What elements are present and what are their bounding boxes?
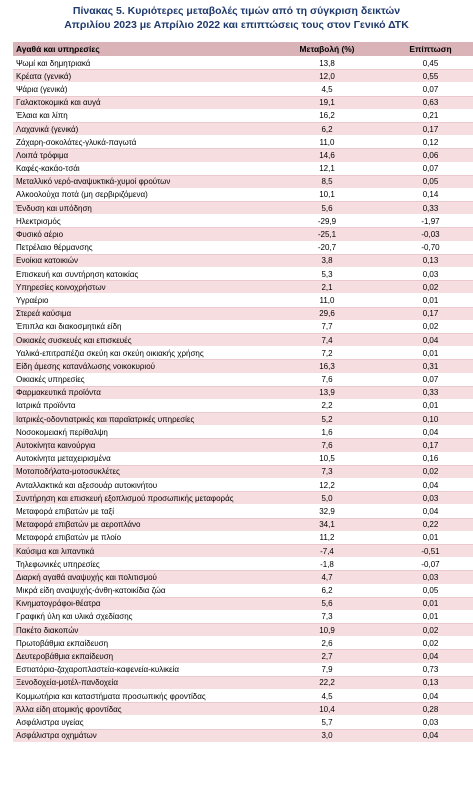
cell-item: Ξενοδοχεία-μοτέλ-πανδοχεία (13, 676, 274, 689)
cell-change: 11,0 (274, 136, 380, 149)
cell-change: 12,1 (274, 162, 380, 175)
table-row (13, 492, 473, 505)
cell-change: 7,6 (274, 373, 380, 386)
cell-impact: 0,01 (380, 597, 473, 610)
cell-change: 2,7 (274, 650, 380, 663)
cell-item: Κινηματογράφοι-θέατρα (13, 597, 274, 610)
table-row (13, 70, 473, 83)
table-row (13, 188, 473, 201)
table-row (13, 479, 473, 492)
cell-impact: 0,03 (380, 716, 473, 729)
cell-change: -29,9 (274, 215, 380, 228)
cell-impact: 0,04 (380, 690, 473, 703)
cell-impact: 0,14 (380, 188, 473, 201)
cell-change: 7,4 (274, 333, 380, 346)
cell-item: Διαρκή αγαθά αναψυχής και πολιτισμού (13, 571, 274, 584)
cell-change: 10,9 (274, 624, 380, 637)
cell-item: Ιατρικά προϊόντα (13, 399, 274, 412)
cell-item: Δευτεροβάθμια εκπαίδευση (13, 650, 274, 663)
cell-item: Φυσικό αέριο (13, 228, 274, 241)
title-line-2: Απριλίου 2023 με Απρίλιο 2022 και επιπτώσεις τους στον Γενικό ΔΤΚ (64, 19, 409, 31)
cell-change: 13,8 (274, 57, 380, 70)
cell-impact: 0,17 (380, 439, 473, 452)
cell-item: Ζάχαρη-σοκολάτες-γλυκά-παγωτά (13, 136, 274, 149)
table-row (13, 281, 473, 294)
table-row (13, 162, 473, 175)
cell-change: 2,6 (274, 637, 380, 650)
cell-change: 7,6 (274, 439, 380, 452)
cell-change: 5,3 (274, 268, 380, 281)
cell-item: Ενοίκια κατοικιών (13, 254, 274, 267)
cell-item: Στερεά καύσιμα (13, 307, 274, 320)
cell-impact: 0,04 (380, 650, 473, 663)
cell-change: 11,2 (274, 531, 380, 544)
cell-change: 3,8 (274, 254, 380, 267)
cell-impact: 0,31 (380, 360, 473, 373)
cell-change: 5,6 (274, 597, 380, 610)
table-row (13, 663, 473, 676)
table-row (13, 544, 473, 557)
cell-item: Είδη άμεσης κατανάλωσης νοικοκυριού (13, 360, 274, 373)
cell-impact: 0,01 (380, 294, 473, 307)
table-row (13, 703, 473, 716)
cell-change: 14,6 (274, 149, 380, 162)
cell-item: Οικιακές υπηρεσίες (13, 373, 274, 386)
cell-impact: 0,12 (380, 136, 473, 149)
cell-item: Μοτοποδήλατα-μοτοσυκλέτες (13, 465, 274, 478)
cell-item: Γαλακτοκομικά και αυγά (13, 96, 274, 109)
table-row (13, 426, 473, 439)
table-row (13, 716, 473, 729)
table-row (13, 202, 473, 215)
table-row (13, 83, 473, 96)
table-row (13, 347, 473, 360)
cell-item: Ασφάλιστρα υγείας (13, 716, 274, 729)
cell-impact: 0,07 (380, 373, 473, 386)
cell-impact: -0,03 (380, 228, 473, 241)
table-header-row (13, 42, 473, 57)
cell-change: -7,4 (274, 544, 380, 557)
cell-item: Πακέτο διακοπών (13, 624, 274, 637)
header-impact: Επίπτωση (380, 42, 473, 57)
table-row (13, 399, 473, 412)
cell-item: Κομμωτήρια και καταστήματα προσωπικής φροντίδας (13, 690, 274, 703)
table-row (13, 386, 473, 399)
table-row (13, 215, 473, 228)
cell-item: Ηλεκτρισμός (13, 215, 274, 228)
cell-item: Ένδυση και υπόδηση (13, 202, 274, 215)
cell-item: Συντήρηση και επισκευή εξοπλισμού προσωπικής μεταφοράς (13, 492, 274, 505)
cell-change: 6,2 (274, 584, 380, 597)
cell-impact: 0,45 (380, 57, 473, 70)
cell-impact: 0,22 (380, 518, 473, 531)
cell-impact: -0,51 (380, 544, 473, 557)
table-row (13, 254, 473, 267)
table-row (13, 136, 473, 149)
cell-item: Επισκευή και συντήρηση κατοικίας (13, 268, 274, 281)
header-goods-services: Αγαθά και υπηρεσίες (13, 42, 274, 57)
table-row (13, 584, 473, 597)
table-row (13, 360, 473, 373)
cell-impact: 0,07 (380, 83, 473, 96)
cell-impact: 0,02 (380, 637, 473, 650)
cell-impact: 0,17 (380, 122, 473, 135)
table-row (13, 122, 473, 135)
cell-impact: 0,21 (380, 109, 473, 122)
cell-change: 16,2 (274, 109, 380, 122)
table-row (13, 373, 473, 386)
cell-item: Ψωμί και δημητριακά (13, 57, 274, 70)
cell-change: 34,1 (274, 518, 380, 531)
cell-impact: -1,97 (380, 215, 473, 228)
cell-impact: 0,07 (380, 162, 473, 175)
cell-item: Καύσιμα και λιπαντικά (13, 544, 274, 557)
cell-impact: 0,01 (380, 399, 473, 412)
table-row (13, 268, 473, 281)
cell-item: Υπηρεσίες κοινοχρήστων (13, 281, 274, 294)
cell-impact: -0,70 (380, 241, 473, 254)
cell-item: Εστιατόρια-ζαχαροπλαστεία-καφενεία-κυλικεία (13, 663, 274, 676)
cell-impact: 0,02 (380, 624, 473, 637)
cell-change: 6,2 (274, 122, 380, 135)
cell-impact: 0,63 (380, 96, 473, 109)
cell-change: -1,8 (274, 558, 380, 571)
cell-item: Αυτοκίνητα μεταχειρισμένα (13, 452, 274, 465)
cell-item: Μεταφορά επιβατών με πλοίο (13, 531, 274, 544)
cell-item: Νοσοκομειακή περίθαλψη (13, 426, 274, 439)
cell-item: Λοιπά τρόφιμα (13, 149, 274, 162)
cell-impact: 0,05 (380, 584, 473, 597)
cell-change: 7,2 (274, 347, 380, 360)
cell-change: 8,5 (274, 175, 380, 188)
table-row (13, 452, 473, 465)
cell-change: 13,9 (274, 386, 380, 399)
cell-impact: 0,06 (380, 149, 473, 162)
cell-change: 1,6 (274, 426, 380, 439)
cell-item: Μεταφορά επιβατών με αεροπλάνο (13, 518, 274, 531)
cell-change: 22,2 (274, 676, 380, 689)
price-changes-table (13, 42, 473, 743)
cell-impact: 0,03 (380, 492, 473, 505)
table-row (13, 465, 473, 478)
cell-item: Μικρά είδη αναψυχής-άνθη-κατοικίδια ζώα (13, 584, 274, 597)
cell-change: 12,2 (274, 479, 380, 492)
table-row (13, 558, 473, 571)
cell-impact: 0,04 (380, 426, 473, 439)
cell-change: 7,7 (274, 320, 380, 333)
cell-change: 32,9 (274, 505, 380, 518)
cell-change: 4,7 (274, 571, 380, 584)
cell-item: Ασφάλιστρα οχημάτων (13, 729, 274, 742)
cell-impact: 0,13 (380, 254, 473, 267)
cell-impact: 0,04 (380, 479, 473, 492)
cell-impact: 0,10 (380, 413, 473, 426)
cell-impact: 0,02 (380, 465, 473, 478)
cell-impact: 0,55 (380, 70, 473, 83)
table-row (13, 333, 473, 346)
cell-item: Ψάρια (γενικά) (13, 83, 274, 96)
title-line-1: Πίνακας 5. Κυριότερες μεταβολές τιμών από τη σύγκριση δεικτών (72, 5, 401, 17)
table-row (13, 294, 473, 307)
cell-change: 11,0 (274, 294, 380, 307)
cell-impact: 0,13 (380, 676, 473, 689)
table-row (13, 624, 473, 637)
table-row (13, 307, 473, 320)
table-row (13, 439, 473, 452)
cell-item: Ιατρικές-οδοντιατρικές και παραϊατρικές υπηρεσίες (13, 413, 274, 426)
cell-impact: 0,03 (380, 268, 473, 281)
table-row (13, 729, 473, 742)
cell-item: Υγραέριο (13, 294, 274, 307)
table-row (13, 650, 473, 663)
cell-impact: 0,04 (380, 333, 473, 346)
cell-item: Κρέατα (γενικά) (13, 70, 274, 83)
cell-change: 2,1 (274, 281, 380, 294)
cell-change: 4,5 (274, 690, 380, 703)
cell-impact: 0,04 (380, 505, 473, 518)
cell-impact: 0,28 (380, 703, 473, 716)
cell-impact: 0,33 (380, 202, 473, 215)
cell-change: -20,7 (274, 241, 380, 254)
cell-impact: 0,01 (380, 610, 473, 623)
table-row (13, 571, 473, 584)
table-row (13, 637, 473, 650)
table-row (13, 241, 473, 254)
cell-change: 5,7 (274, 716, 380, 729)
cell-impact: 0,01 (380, 347, 473, 360)
table-row (13, 518, 473, 531)
table-row (13, 109, 473, 122)
table-row (13, 597, 473, 610)
cell-item: Πετρέλαιο θέρμανσης (13, 241, 274, 254)
cell-change: 16,3 (274, 360, 380, 373)
cell-item: Μεταφορά επιβατών με ταξί (13, 505, 274, 518)
cell-item: Λαχανικά (γενικά) (13, 122, 274, 135)
cell-change: 7,3 (274, 610, 380, 623)
header-change-percent: Μεταβολή (%) (274, 42, 380, 57)
cell-impact: 0,02 (380, 320, 473, 333)
cell-impact: 0,01 (380, 531, 473, 544)
cell-change: 19,1 (274, 96, 380, 109)
table-row (13, 96, 473, 109)
cell-impact: 0,04 (380, 729, 473, 742)
cell-item: Αλκοολούχα ποτά (μη σερβιριζόμενα) (13, 188, 274, 201)
cell-item: Μεταλλικό νερό-αναψυκτικά-χυμοί φρούτων (13, 175, 274, 188)
cell-change: 5,0 (274, 492, 380, 505)
table-row (13, 228, 473, 241)
cell-change: 5,6 (274, 202, 380, 215)
table-row (13, 676, 473, 689)
cell-change: -25,1 (274, 228, 380, 241)
cell-change: 2,2 (274, 399, 380, 412)
table-row (13, 505, 473, 518)
cell-impact: -0,07 (380, 558, 473, 571)
cell-change: 10,1 (274, 188, 380, 201)
cell-change: 7,3 (274, 465, 380, 478)
cell-change: 4,5 (274, 83, 380, 96)
cell-item: Υαλικά-επιτραπέζια σκεύη και σκεύη οικιακής χρήσης (13, 347, 274, 360)
cell-change: 12,0 (274, 70, 380, 83)
cell-impact: 0,33 (380, 386, 473, 399)
table-row (13, 690, 473, 703)
cell-item: Άλλα είδη ατομικής φροντίδας (13, 703, 274, 716)
cell-item: Καφές-κακάο-τσάι (13, 162, 274, 175)
cell-impact: 0,17 (380, 307, 473, 320)
cell-item: Πρωτοβάθμια εκπαίδευση (13, 637, 274, 650)
cell-item: Αυτοκίνητα καινούργια (13, 439, 274, 452)
cell-change: 7,9 (274, 663, 380, 676)
cell-impact: 0,16 (380, 452, 473, 465)
cell-item: Γραφική ύλη και υλικά σχεδίασης (13, 610, 274, 623)
cell-item: Ανταλλακτικά και αξεσουάρ αυτοκινήτου (13, 479, 274, 492)
cell-impact: 0,02 (380, 281, 473, 294)
cell-change: 3,0 (274, 729, 380, 742)
cell-impact: 0,05 (380, 175, 473, 188)
table-row (13, 149, 473, 162)
cell-item: Έπιπλα και διακοσμητικά είδη (13, 320, 274, 333)
cell-change: 29,6 (274, 307, 380, 320)
cell-change: 5,2 (274, 413, 380, 426)
cell-impact: 0,03 (380, 571, 473, 584)
cell-item: Οικιακές συσκευές και επισκευές (13, 333, 274, 346)
table-row (13, 320, 473, 333)
cell-change: 10,5 (274, 452, 380, 465)
cell-item: Έλαια και λίπη (13, 109, 274, 122)
table-title (0, 0, 473, 32)
cell-item: Τηλεφωνικές υπηρεσίες (13, 558, 274, 571)
table-body (13, 57, 473, 743)
cell-change: 10,4 (274, 703, 380, 716)
cell-impact: 0,73 (380, 663, 473, 676)
table-row (13, 175, 473, 188)
cell-item: Φαρμακευτικά προϊόντα (13, 386, 274, 399)
table-row (13, 413, 473, 426)
table-row (13, 531, 473, 544)
table-row (13, 610, 473, 623)
table-row (13, 57, 473, 70)
